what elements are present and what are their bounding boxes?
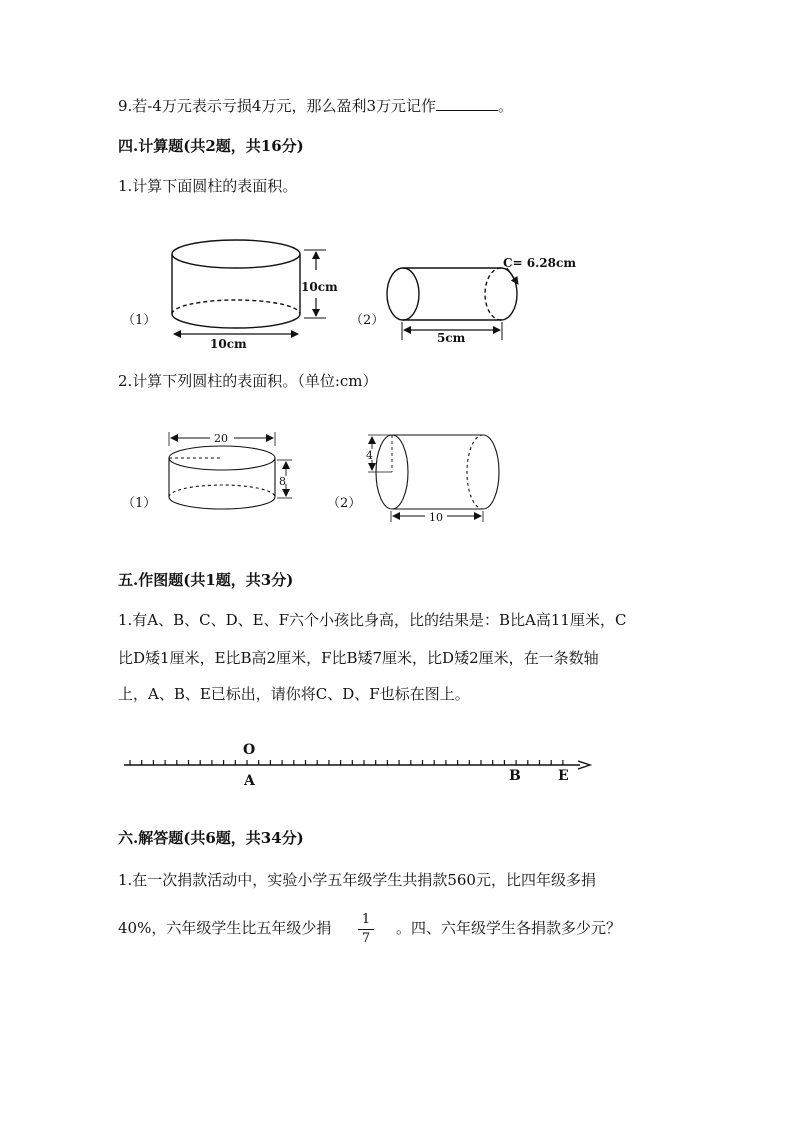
section-6-q1-line1: 1.在一次捐款活动中，实验小学五年级学生共捐款560元，比四年级多捐 (118, 871, 596, 889)
section-5-title: 五.作图题(共1题，共3分) (118, 571, 294, 589)
section-4-q1-text: 1.计算下面圆柱的表面积。 (118, 177, 298, 195)
origin-label: O (243, 742, 256, 758)
question-9-end: 。 (498, 97, 514, 115)
figure-2-circumference-label: C= 6.28cm (503, 256, 577, 270)
fraction (358, 912, 374, 947)
figure-4-tag: （2） (327, 496, 362, 511)
point-a-label: A (244, 773, 255, 789)
point-b-label: B (509, 768, 521, 784)
figure-1-diameter-label: 10cm (210, 337, 247, 351)
question-9-text: 9.若-4万元表示亏损4万元，那么盈利3万元记作 (118, 97, 437, 115)
cylinder-figure-3 (169, 432, 292, 509)
section-4-q2-text: 2.计算下列圆柱的表面积。（单位:cm） (118, 372, 378, 390)
fraction-numerator: 1 (361, 912, 371, 927)
cylinder-figure-2 (387, 268, 518, 340)
figure-3-height-label: 8 (279, 475, 286, 488)
point-e-label: E (558, 768, 569, 784)
cylinder-figure-4 (368, 435, 499, 522)
section-5-q1-line3: 上，A、B、E已标出，请你将C、D、F也标在图上。 (118, 685, 470, 703)
figure-3-tag: （1） (122, 496, 157, 511)
section-4-title: 四.计算题(共2题，共16分) (118, 137, 304, 155)
section-5-q1-line2: 比D矮1厘米，E比B高2厘米，F比B矮7厘米，比D矮2厘米，在一条数轴 (118, 649, 599, 667)
figure-4-length-label: 10 (429, 511, 443, 524)
fraction-denominator: 7 (361, 931, 371, 946)
figure-2-tag: （2） (350, 313, 385, 328)
section-6-q1-line2a: 40%，六年级学生比五年级少捐 (118, 919, 332, 937)
figure-2-length-label: 5cm (437, 331, 466, 345)
section-6-q1-line2b: 。四、六年级学生各捐款多少元？ (396, 919, 622, 937)
figure-1-tag: （1） (122, 313, 157, 328)
section-5-q1-line1: 1.有A、B、C、D、E、F六个小孩比身高，比的结果是：B比A高11厘米，C (118, 611, 627, 629)
section-6-title: 六.解答题(共6题，共34分) (118, 829, 304, 847)
figure-4-radius-label: 4 (366, 449, 373, 462)
figure-3-diameter-label: 20 (214, 432, 228, 445)
figure-1-height-label: 10cm (301, 280, 338, 294)
